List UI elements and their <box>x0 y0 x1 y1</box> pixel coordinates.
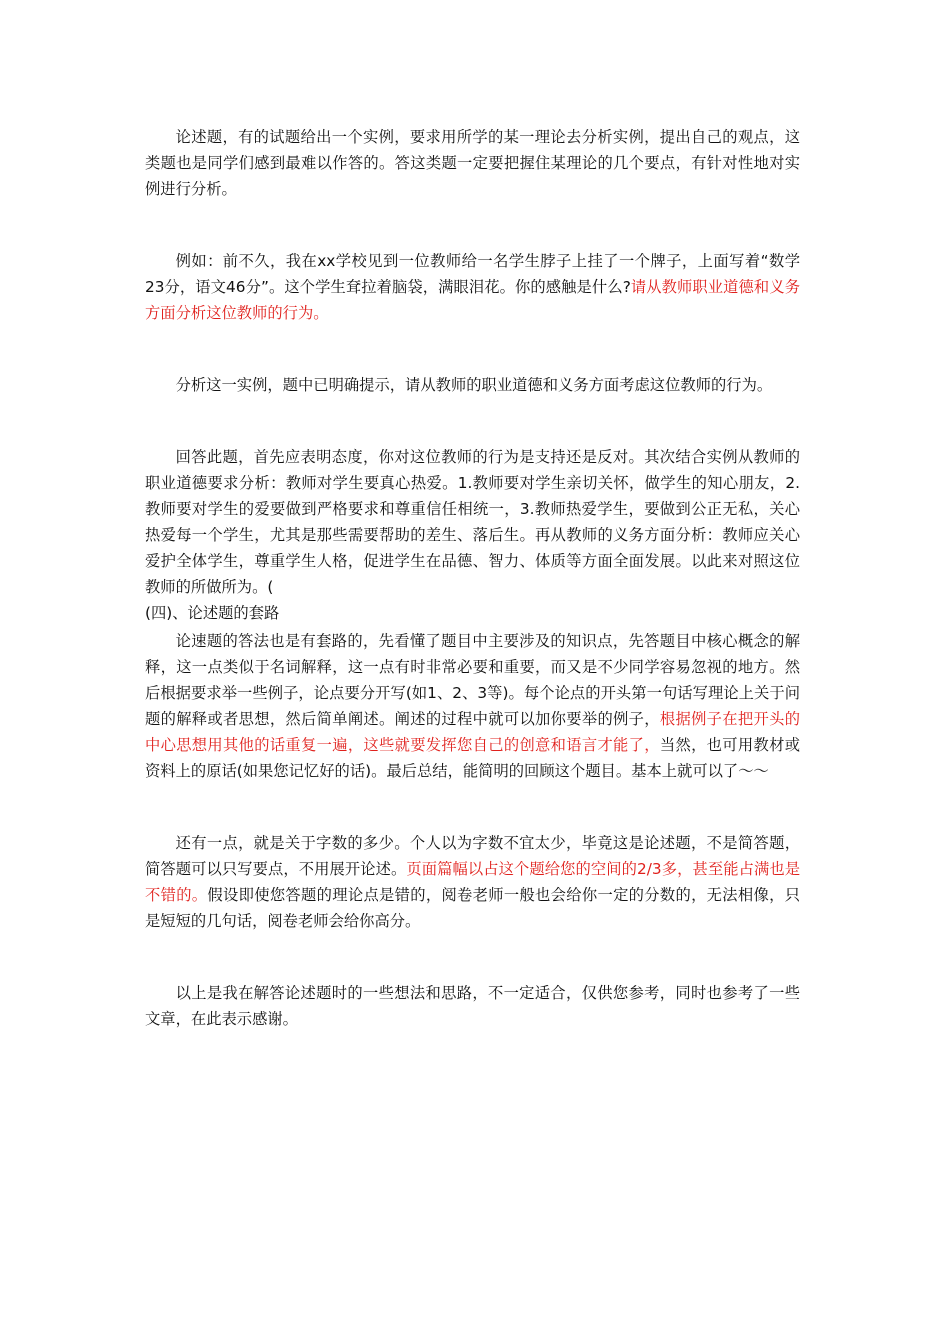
paragraph-gap <box>145 398 800 444</box>
example-highlight: 请从教师职业道德和义务方面分析这位教师的行为。 <box>145 278 800 322</box>
method-highlight: 根据例子在把开头的中心思想用其他的话重复一遍，这些就要发挥您自己的创意和语言才能了， <box>145 710 800 754</box>
paragraph-example <box>145 248 800 326</box>
paragraph-analysis: 分析这一实例，题中已明确提示，请从教师的职业道德和义务方面考虑这位教师的行为。 <box>175 376 773 394</box>
method-text-b: 当然，也可用教材或资料上的原话(如果您记忆好的话)。最后总结，能简明的回顾这个题目。基本上就可以了～～ <box>145 736 800 780</box>
example-text: 例如：前不久，我在xx学校见到一位教师给一名学生脖子上挂了一个牌子，上面写着“数学23分，语文46分”。这个学生耷拉着脑袋，满眼泪花。你的感触是什么? <box>145 252 800 296</box>
paragraph-gap <box>145 934 800 980</box>
paragraph-intro: 论述题，有的试题给出一个实例，要求用所学的某一理论去分析实例，提出自己的观点，这类题也是同学们感到最难以作答的。答这类题一定要把握住某理论的几个要点，有针对性地对实例进行分析。 <box>145 128 800 198</box>
section-heading: (四)、论述题的套路 <box>145 604 280 622</box>
method-text-a: 论速题的答法也是有套路的，先看懂了题目中主要涉及的知识点，先答题目中核心概念的解释，这一点类似于名词解释，这一点有时非常必要和重要，而又是不少同学容易忽视的地方。然后根据要求举一些例子，论点要分开写(如1、2、3等)。每个论点的开头第一句话写理论上关于问题的解释或者思想，然后简单阐述。阐述的过程中就可以加你要举的例子， <box>145 632 800 728</box>
paragraph-length <box>145 830 800 934</box>
length-text-a: 还有一点，就是关于字数的多少。个人以为字数不宜太少，毕竟这是论述题，不是简答题，简答题可以只写要点，不用展开论述。 <box>145 834 800 878</box>
length-text-b: 假设即使您答题的理论点是错的，阅卷老师一般也会给你一定的分数的，无法相像，只是短短的几句话，阅卷老师会给你高分。 <box>145 886 800 930</box>
document-body <box>145 124 800 1032</box>
paragraph-answer: 回答此题，首先应表明态度，你对这位教师的行为是支持还是反对。其次结合实例从教师的职业道德要求分析：教师对学生要真心热爱。1.教师要对学生亲切关怀，做学生的知心朋友，2.教师要对学生的爱要做到严格要求和尊重信任相统一，3.教师热爱学生，要做到公正无私，关心热爱每一个学生，尤其是那些需要帮助的差生、落后生。再从教师的义务方面分析：教师应关心爱护全体学生，尊重学生人格，促进学生在品德、智力、体质等方面全面发展。以此来对照这位教师的所做所为。( <box>145 448 800 596</box>
paragraph-gap <box>145 202 800 248</box>
paragraph-method <box>145 628 800 784</box>
paragraph-closing: 以上是我在解答论述题时的一些想法和思路，不一定适合，仅供您参考，同时也参考了一些文章，在此表示感谢。 <box>145 984 800 1028</box>
paragraph-gap <box>145 784 800 830</box>
paragraph-gap <box>145 326 800 372</box>
length-highlight: 页面篇幅以占这个题给您的空间的2/3多，甚至能占满也是不错的。 <box>145 860 800 904</box>
